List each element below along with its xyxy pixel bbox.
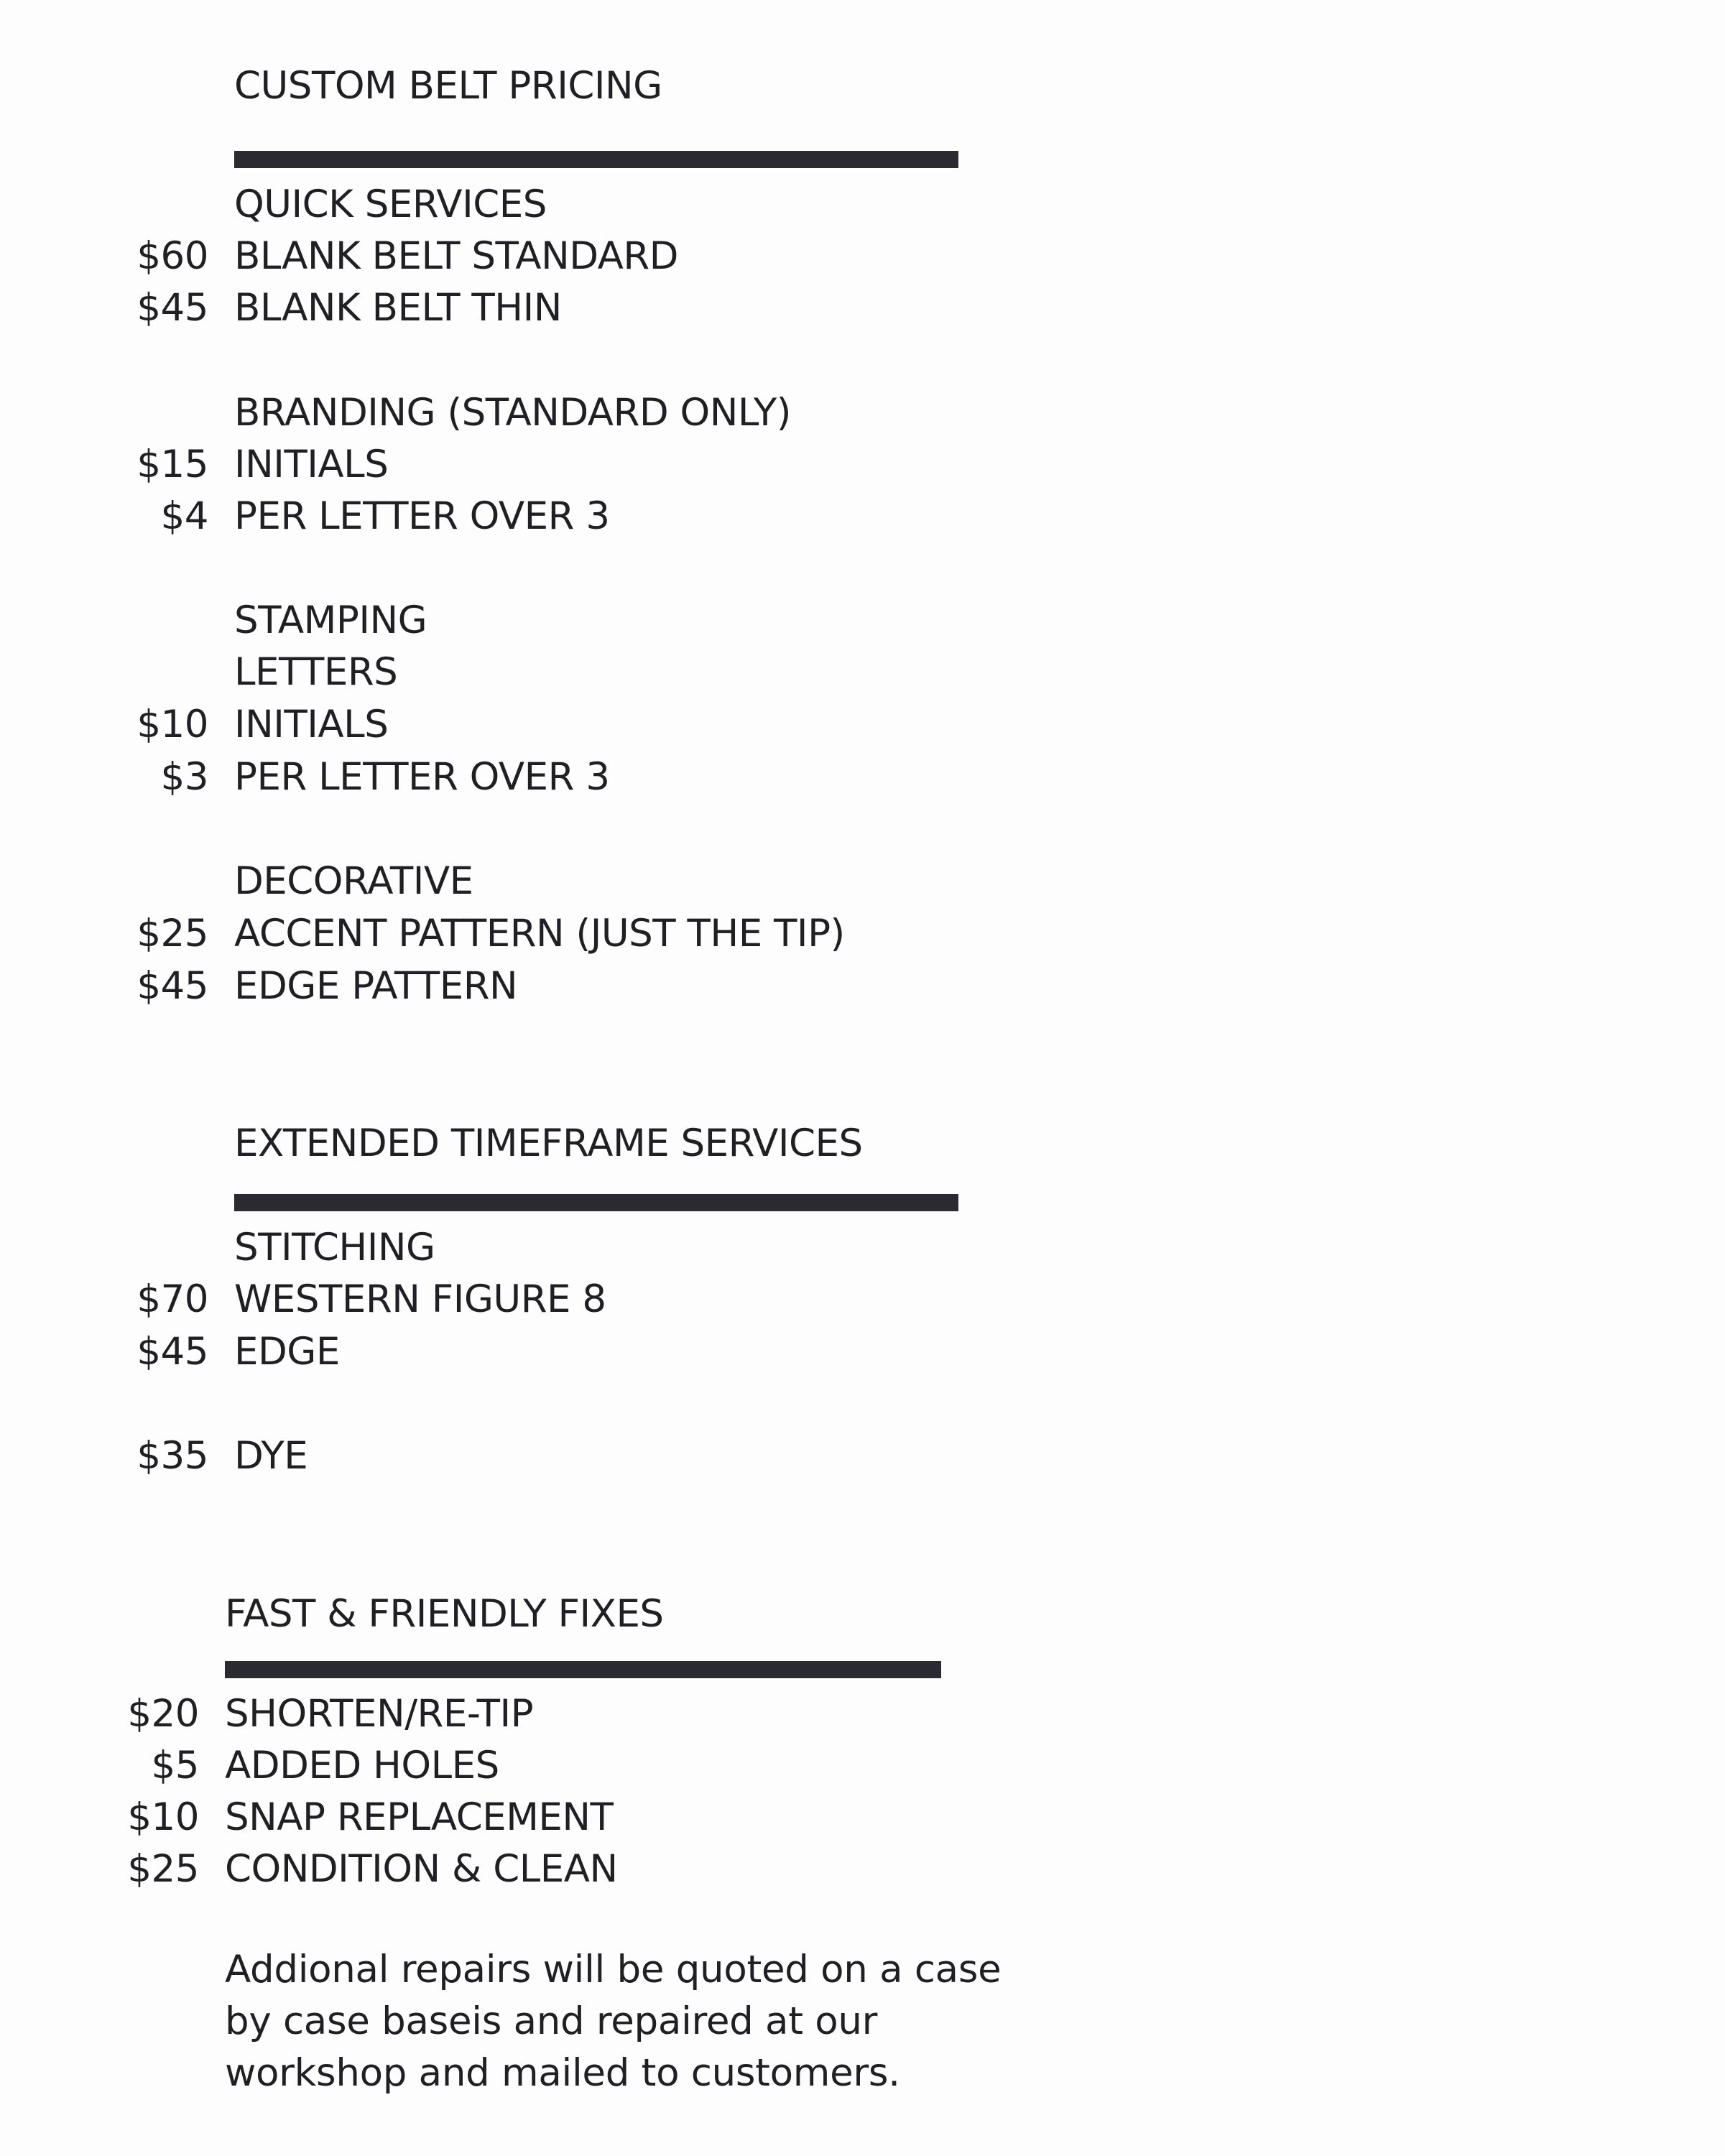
group-heading-decorative: DECORATIVE xyxy=(234,859,473,903)
item-label: INITIALS xyxy=(234,443,389,486)
price: $45 xyxy=(137,286,208,330)
section-divider xyxy=(234,1194,958,1211)
item-label: WESTERN FIGURE 8 xyxy=(234,1277,606,1321)
section-title-custom-belt-pricing: CUSTOM BELT PRICING xyxy=(234,64,662,108)
price: $70 xyxy=(137,1277,208,1321)
item-label: BLANK BELT THIN xyxy=(234,286,562,330)
subgroup-heading-letters: LETTERS xyxy=(234,650,398,694)
price: $35 xyxy=(137,1434,208,1478)
section-title-fast-friendly-fixes: FAST & FRIENDLY FIXES xyxy=(225,1592,664,1636)
item-label: SNAP REPLACEMENT xyxy=(225,1795,614,1839)
item-label: CONDITION & CLEAN xyxy=(225,1847,618,1891)
price: $5 xyxy=(151,1744,199,1787)
group-heading-quick-services: QUICK SERVICES xyxy=(234,182,547,226)
group-heading-stitching: STITCHING xyxy=(234,1226,435,1269)
price: $4 xyxy=(160,494,208,538)
price: $25 xyxy=(137,912,208,956)
price: $15 xyxy=(137,443,208,486)
item-label: DYE xyxy=(234,1434,308,1478)
group-heading-branding: BRANDING (STANDARD ONLY) xyxy=(234,391,791,435)
price: $45 xyxy=(137,1330,208,1374)
group-heading-stamping: STAMPING xyxy=(234,598,427,642)
item-label: BLANK BELT STANDARD xyxy=(234,234,678,278)
note-line: workshop and mailed to customers. xyxy=(225,2051,900,2095)
item-label: SHORTEN/RE-TIP xyxy=(225,1692,534,1736)
price: $25 xyxy=(127,1847,199,1891)
section-divider xyxy=(234,151,958,168)
price: $20 xyxy=(127,1692,199,1736)
item-label: ADDED HOLES xyxy=(225,1744,499,1787)
item-label: INITIALS xyxy=(234,703,389,746)
price: $45 xyxy=(137,964,208,1008)
note-line: Addional repairs will be quoted on a case xyxy=(225,1948,1002,1991)
price: $60 xyxy=(137,234,208,278)
section-divider xyxy=(225,1661,941,1678)
item-label: PER LETTER OVER 3 xyxy=(234,755,610,799)
price: $10 xyxy=(127,1795,199,1839)
note-line: by case baseis and repaired at our xyxy=(225,1999,878,2043)
repairs-note xyxy=(225,1944,1159,2099)
item-label: EDGE xyxy=(234,1330,340,1374)
item-label: PER LETTER OVER 3 xyxy=(234,494,610,538)
price: $3 xyxy=(160,755,208,799)
item-label: ACCENT PATTERN (JUST THE TIP) xyxy=(234,912,845,956)
item-label: EDGE PATTERN xyxy=(234,964,518,1008)
price: $10 xyxy=(137,703,208,746)
section-title-extended-timeframe: EXTENDED TIMEFRAME SERVICES xyxy=(234,1121,863,1165)
